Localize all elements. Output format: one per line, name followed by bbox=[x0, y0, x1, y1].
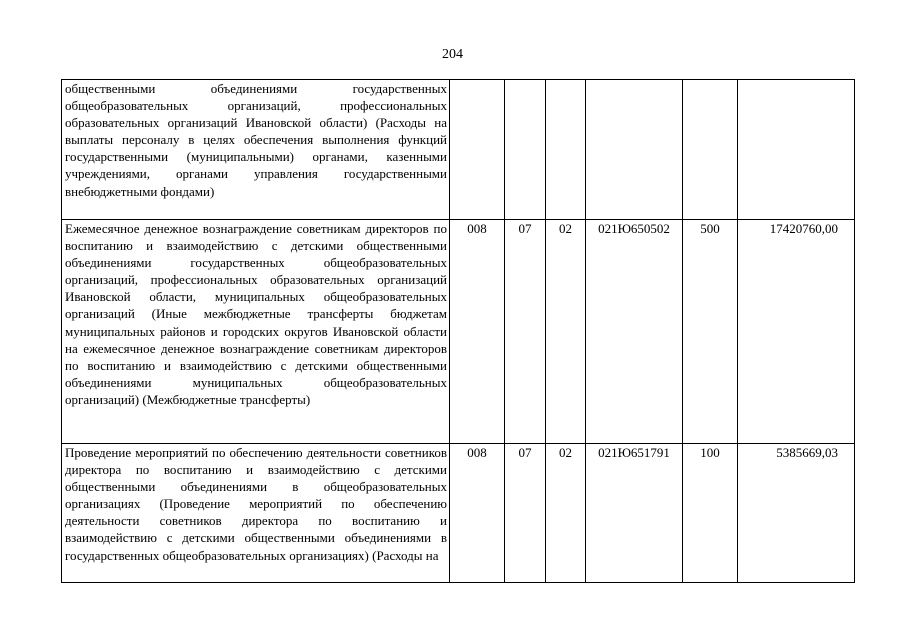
table-row bbox=[62, 80, 855, 220]
expense-type-code: 500 bbox=[683, 220, 738, 444]
table-row bbox=[62, 220, 855, 444]
ministry-code bbox=[450, 80, 505, 220]
section-code bbox=[505, 80, 546, 220]
ministry-code: 008 bbox=[450, 444, 505, 583]
table-row bbox=[62, 444, 855, 583]
expense-type-code: 100 bbox=[683, 444, 738, 583]
row-description: Проведение мероприятий по обеспечению деятельности советников директора по воспитанию и взаимодействию с детскими общественными объединениями в общеобразовательных организациях (Проведение мероприятий по обеспечению деятельности советников директора по воспитанию и взаимодействию с детскими общественными объединениями в государственных общеобразовательных организациях) (Расходы на bbox=[62, 444, 450, 583]
subsection-code: 02 bbox=[546, 220, 586, 444]
expense-type-code bbox=[683, 80, 738, 220]
amount: 17420760,00 bbox=[738, 220, 855, 444]
target-article-code bbox=[586, 80, 683, 220]
section-code: 07 bbox=[505, 444, 546, 583]
amount bbox=[738, 80, 855, 220]
budget-table bbox=[61, 79, 855, 583]
subsection-code bbox=[546, 80, 586, 220]
row-description: Ежемесячное денежное вознаграждение советникам директоров по воспитанию и взаимодействию с детскими общественными объединениями государственных общеобразовательных организаций, профессиональных образовательных организаций Ивановской области, муниципальных общеобразовательных организаций (Иные межбюджетные трансферты бюджетам муниципальных районов и городских округов Ивановской области на ежемесячное денежное вознаграждение советникам директоров по воспитанию и взаимодействию с детскими общественными объединениями муниципальных общеобразовательных организаций) (Межбюджетные трансферты) bbox=[62, 220, 450, 444]
ministry-code: 008 bbox=[450, 220, 505, 444]
page-number: 204 bbox=[442, 47, 463, 62]
section-code: 07 bbox=[505, 220, 546, 444]
target-article-code: 021Ю650502 bbox=[586, 220, 683, 444]
row-description: общественными объединениями государственных общеобразовательных организаций, профессиональных образовательных организаций Ивановской области) (Расходы на выплаты персоналу в целях обеспечения выполнения функций государственными (муниципальными) органами, казенными учреждениями, органами управления государственными внебюджетными фондами) bbox=[62, 80, 450, 220]
subsection-code: 02 bbox=[546, 444, 586, 583]
amount: 5385669,03 bbox=[738, 444, 855, 583]
target-article-code: 021Ю651791 bbox=[586, 444, 683, 583]
